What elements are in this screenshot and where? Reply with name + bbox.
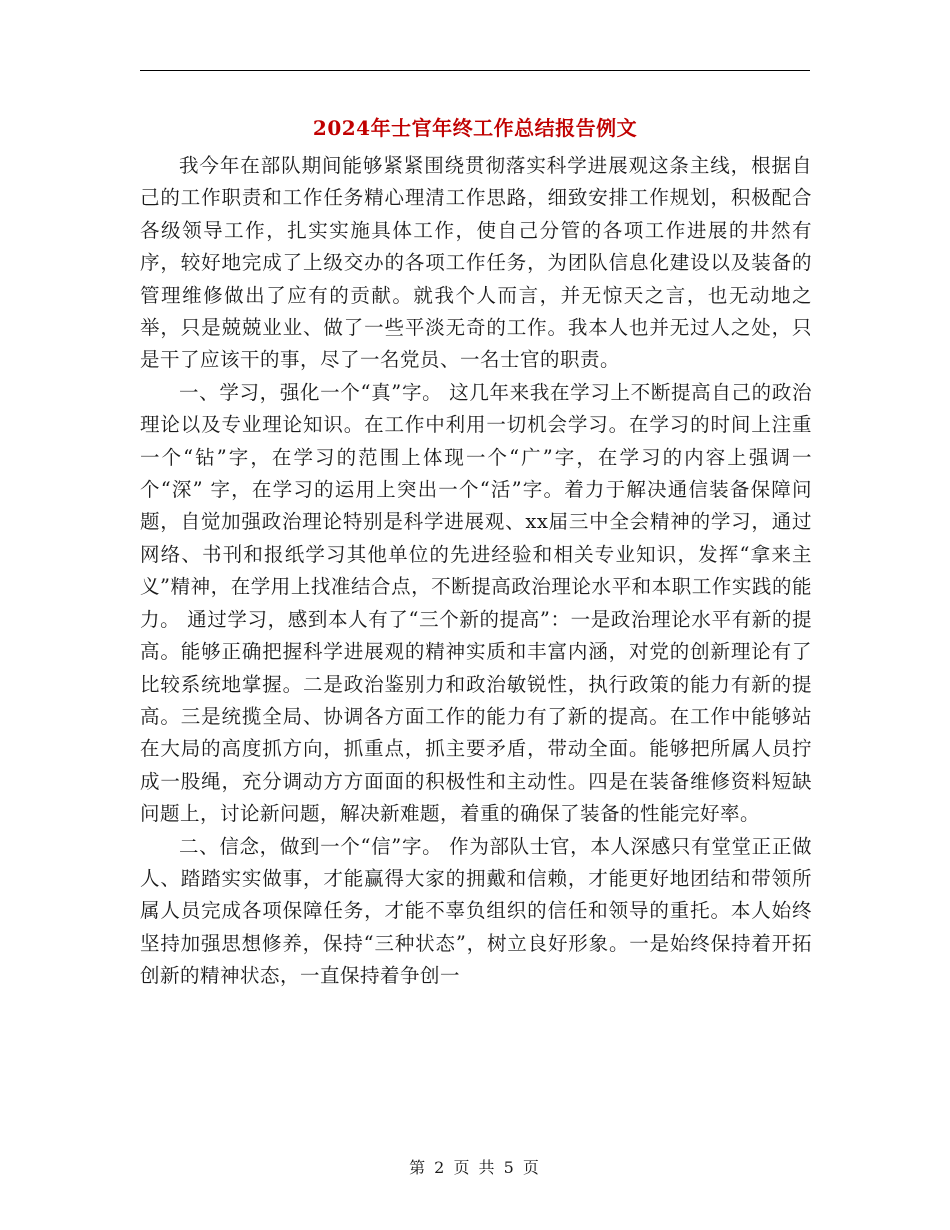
document-body bbox=[140, 150, 812, 993]
document-title: 2024年士官年终工作总结报告例文 bbox=[312, 116, 638, 140]
paragraph-study: 一、学习，强化一个“真”字。 这几年来我在学习上不断提高自己的政治理论以及专业理论知识。在工作中利用一切机会学习。在学习的时间上注重一个“钻”字，在学习的范围上体现一个“广”字，在学习的内容上强调一个“深” 字，在学习的运用上突出一个“活”字。着力于解决通信装备保障问题，自觉加强政治理论特别是科学进展观、xx届三中全会精神的学习，通过网络、书刊和报纸学习其他单位的先进经验和相关专业知识，发挥“拿来主义”精神，在学用上找准结合点，不断提高政治理论水平和本职工作实践的能力。 通过学习，感到本人有了“三个新的提高”：一是政治理论水平有新的提高。能够正确把握科学进展观的精神实质和丰富内涵，对党的创新理论有了比较系统地掌握。二是政治鉴别力和政治敏锐性，执行政策的能力有新的提高。三是统揽全局、协调各方面工作的能力有了新的提高。在工作中能够站在大局的高度抓方向，抓重点，抓主要矛盾，带动全面。能够把所属人员拧成一股绳，充分调动方方面面的积极性和主动性。四是在装备维修资料短缺问题上，讨论新问题，解决新难题，着重的确保了装备的性能完好率。 bbox=[140, 380, 812, 826]
header-rule bbox=[140, 70, 810, 71]
page-number: 第 2 页 共 5 页 bbox=[409, 1158, 541, 1177]
paragraph-belief: 二、信念，做到一个“信”字。 作为部队士官，本人深感只有堂堂正正做人、踏踏实实做事，才能赢得大家的拥戴和信赖，才能更好地团结和带领所属人员完成各项保障任务，才能不辜负组织的信任和领导的重托。本人始终坚持加强思想修养，保持“三种状态”，树立良好形象。一是始终保持着开拓创新的精神状态，一直保持着争创一 bbox=[140, 834, 812, 988]
paragraph-intro: 我今年在部队期间能够紧紧围绕贯彻落实科学进展观这条主线，根据自己的工作职责和工作任务精心理清工作思路，细致安排工作规划，积极配合各级领导工作，扎实实施具体工作，使自己分管的各项工作进展的井然有序，较好地完成了上级交办的各项工作任务，为团队信息化建设以及装备的管理维修做出了应有的贡献。就我个人而言，并无惊天之言，也无动地之举，只是兢兢业业、做了一些平淡无奇的工作。我本人也并无过人之处，只是干了应该干的事，尽了一名党员、一名士官的职责。 bbox=[140, 154, 812, 372]
